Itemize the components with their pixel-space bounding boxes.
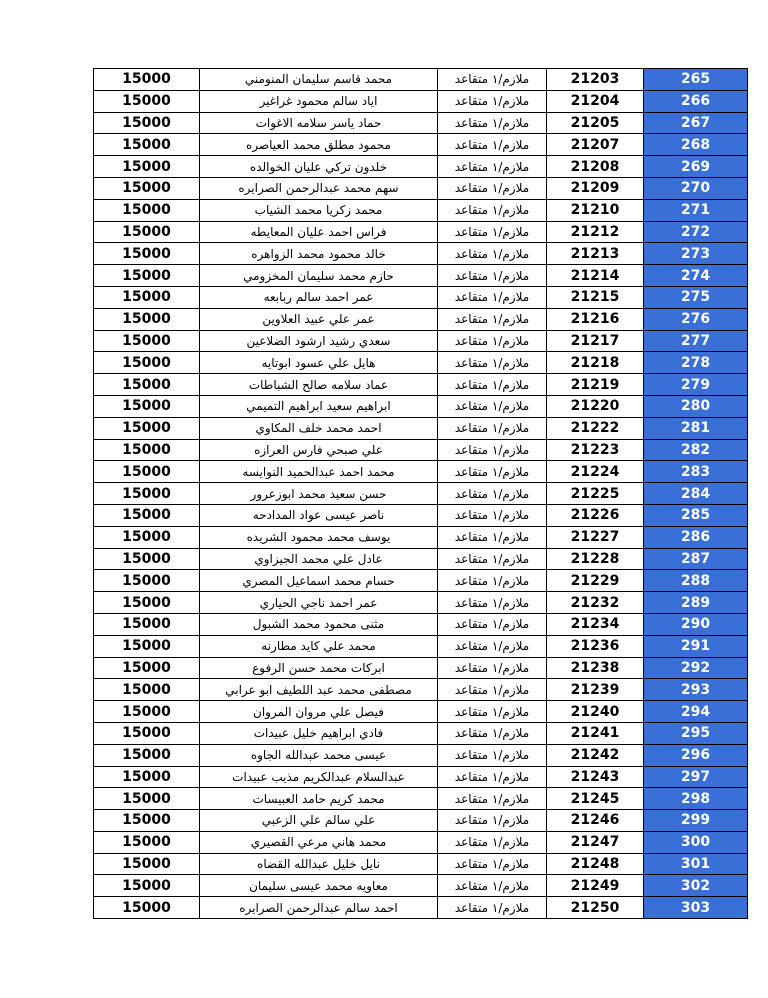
id-number-cell: 21225 (547, 483, 644, 505)
id-number-cell: 21227 (547, 526, 644, 548)
rank-cell: ملازم/١ متقاعد (438, 461, 547, 483)
amount-cell: 15000 (94, 352, 200, 374)
id-number-cell: 21249 (547, 875, 644, 897)
rank-cell: ملازم/١ متقاعد (438, 875, 547, 897)
amount-cell: 15000 (94, 439, 200, 461)
id-number-cell: 21212 (547, 221, 644, 243)
rank-cell: ملازم/١ متقاعد (438, 897, 547, 919)
amount-cell: 15000 (94, 657, 200, 679)
name-cell: يوسف محمد محمود الشريده (200, 526, 438, 548)
id-number-cell: 21243 (547, 766, 644, 788)
sequence-number-cell: 288 (644, 570, 748, 592)
table-row (94, 722, 748, 744)
table-row (94, 831, 748, 853)
amount-cell: 15000 (94, 286, 200, 308)
sequence-number-cell: 265 (644, 69, 748, 91)
rank-cell: ملازم/١ متقاعد (438, 243, 547, 265)
id-number-cell: 21218 (547, 352, 644, 374)
name-cell: عبدالسلام عبدالكريم مذيب عبيدات (200, 766, 438, 788)
sequence-number-cell: 301 (644, 853, 748, 875)
amount-cell: 15000 (94, 330, 200, 352)
name-cell: احمد سالم عبدالرحمن الصرايره (200, 897, 438, 919)
sequence-number-cell: 289 (644, 592, 748, 614)
id-number-cell: 21247 (547, 831, 644, 853)
rank-cell: ملازم/١ متقاعد (438, 744, 547, 766)
amount-cell: 15000 (94, 810, 200, 832)
sequence-number-cell: 286 (644, 526, 748, 548)
amount-cell: 15000 (94, 308, 200, 330)
name-cell: محمد احمد عبدالحميد النوايسه (200, 461, 438, 483)
id-number-cell: 21248 (547, 853, 644, 875)
rank-cell: ملازم/١ متقاعد (438, 177, 547, 199)
name-cell: هايل علي عسود ابوتايه (200, 352, 438, 374)
name-cell: عمر احمد سالم ربابعه (200, 286, 438, 308)
amount-cell: 15000 (94, 221, 200, 243)
rank-cell: ملازم/١ متقاعد (438, 374, 547, 396)
sequence-number-cell: 277 (644, 330, 748, 352)
id-number-cell: 21238 (547, 657, 644, 679)
rank-cell: ملازم/١ متقاعد (438, 635, 547, 657)
sequence-number-cell: 268 (644, 134, 748, 156)
table-row (94, 766, 748, 788)
sequence-number-cell: 303 (644, 897, 748, 919)
rank-cell: ملازم/١ متقاعد (438, 156, 547, 178)
table-row (94, 112, 748, 134)
amount-cell: 15000 (94, 199, 200, 221)
rank-cell: ملازم/١ متقاعد (438, 69, 547, 91)
rank-cell: ملازم/١ متقاعد (438, 570, 547, 592)
sequence-number-cell: 285 (644, 504, 748, 526)
amount-cell: 15000 (94, 592, 200, 614)
name-cell: محمد علي كايد مطارنه (200, 635, 438, 657)
table-row (94, 177, 748, 199)
name-cell: احمد محمد خلف المكاوي (200, 417, 438, 439)
table-row (94, 265, 748, 287)
name-cell: مثنى محمود محمد الشبول (200, 613, 438, 635)
id-number-cell: 21205 (547, 112, 644, 134)
sequence-number-cell: 267 (644, 112, 748, 134)
rank-cell: ملازم/١ متقاعد (438, 483, 547, 505)
amount-cell: 15000 (94, 788, 200, 810)
name-cell: فراس احمد عليان المعايطه (200, 221, 438, 243)
table-row (94, 875, 748, 897)
rank-cell: ملازم/١ متقاعد (438, 810, 547, 832)
table-row (94, 330, 748, 352)
rank-cell: ملازم/١ متقاعد (438, 395, 547, 417)
table-body (94, 69, 748, 919)
id-number-cell: 21226 (547, 504, 644, 526)
name-cell: خالد محمود محمد الزواهره (200, 243, 438, 265)
name-cell: سعدي رشيد ارشود الضلاعين (200, 330, 438, 352)
sequence-number-cell: 266 (644, 90, 748, 112)
amount-cell: 15000 (94, 526, 200, 548)
name-cell: ناصر عيسى عواد المدادحه (200, 504, 438, 526)
rank-cell: ملازم/١ متقاعد (438, 657, 547, 679)
sequence-number-cell: 273 (644, 243, 748, 265)
table-row (94, 286, 748, 308)
table-row (94, 483, 748, 505)
sequence-number-cell: 282 (644, 439, 748, 461)
rank-cell: ملازم/١ متقاعد (438, 504, 547, 526)
name-cell: علي صبحي فارس العرازه (200, 439, 438, 461)
sequence-number-cell: 290 (644, 613, 748, 635)
retirees-table (93, 68, 748, 919)
table-row (94, 69, 748, 91)
rank-cell: ملازم/١ متقاعد (438, 265, 547, 287)
id-number-cell: 21240 (547, 701, 644, 723)
id-number-cell: 21222 (547, 417, 644, 439)
sequence-number-cell: 276 (644, 308, 748, 330)
rank-cell: ملازم/١ متقاعد (438, 221, 547, 243)
sequence-number-cell: 297 (644, 766, 748, 788)
rank-cell: ملازم/١ متقاعد (438, 286, 547, 308)
name-cell: مصطفى محمد عبد اللطيف ابو عرابي (200, 679, 438, 701)
sequence-number-cell: 284 (644, 483, 748, 505)
name-cell: عمر احمد ناجي الحياري (200, 592, 438, 614)
rank-cell: ملازم/١ متقاعد (438, 592, 547, 614)
amount-cell: 15000 (94, 177, 200, 199)
sequence-number-cell: 271 (644, 199, 748, 221)
id-number-cell: 21232 (547, 592, 644, 614)
amount-cell: 15000 (94, 722, 200, 744)
amount-cell: 15000 (94, 897, 200, 919)
rank-cell: ملازم/١ متقاعد (438, 417, 547, 439)
id-number-cell: 21220 (547, 395, 644, 417)
id-number-cell: 21219 (547, 374, 644, 396)
amount-cell: 15000 (94, 156, 200, 178)
name-cell: حسام محمد اسماعيل المصري (200, 570, 438, 592)
rank-cell: ملازم/١ متقاعد (438, 90, 547, 112)
sequence-number-cell: 294 (644, 701, 748, 723)
sequence-number-cell: 278 (644, 352, 748, 374)
name-cell: اياد سالم محمود غراغير (200, 90, 438, 112)
id-number-cell: 21250 (547, 897, 644, 919)
name-cell: نايل خليل عبدالله القضاه (200, 853, 438, 875)
sequence-number-cell: 272 (644, 221, 748, 243)
amount-cell: 15000 (94, 265, 200, 287)
name-cell: محمد هاني مرعي القصيري (200, 831, 438, 853)
amount-cell: 15000 (94, 504, 200, 526)
rank-cell: ملازم/١ متقاعد (438, 112, 547, 134)
table-row (94, 439, 748, 461)
table-row (94, 199, 748, 221)
amount-cell: 15000 (94, 69, 200, 91)
id-number-cell: 21204 (547, 90, 644, 112)
table-row (94, 134, 748, 156)
rank-cell: ملازم/١ متقاعد (438, 352, 547, 374)
amount-cell: 15000 (94, 461, 200, 483)
id-number-cell: 21229 (547, 570, 644, 592)
sequence-number-cell: 279 (644, 374, 748, 396)
amount-cell: 15000 (94, 570, 200, 592)
sequence-number-cell: 275 (644, 286, 748, 308)
sequence-number-cell: 296 (644, 744, 748, 766)
rank-cell: ملازم/١ متقاعد (438, 853, 547, 875)
table-row (94, 374, 748, 396)
amount-cell: 15000 (94, 548, 200, 570)
sequence-number-cell: 300 (644, 831, 748, 853)
rank-cell: ملازم/١ متقاعد (438, 788, 547, 810)
amount-cell: 15000 (94, 417, 200, 439)
sequence-number-cell: 295 (644, 722, 748, 744)
amount-cell: 15000 (94, 635, 200, 657)
table-row (94, 461, 748, 483)
id-number-cell: 21223 (547, 439, 644, 461)
rank-cell: ملازم/١ متقاعد (438, 439, 547, 461)
rank-cell: ملازم/١ متقاعد (438, 766, 547, 788)
name-cell: علي سالم علي الزعبي (200, 810, 438, 832)
sequence-number-cell: 270 (644, 177, 748, 199)
table-row (94, 657, 748, 679)
rank-cell: ملازم/١ متقاعد (438, 134, 547, 156)
table-row (94, 810, 748, 832)
table-row (94, 853, 748, 875)
id-number-cell: 21215 (547, 286, 644, 308)
table-row (94, 308, 748, 330)
sequence-number-cell: 302 (644, 875, 748, 897)
id-number-cell: 21245 (547, 788, 644, 810)
sequence-number-cell: 298 (644, 788, 748, 810)
sequence-number-cell: 293 (644, 679, 748, 701)
amount-cell: 15000 (94, 766, 200, 788)
amount-cell: 15000 (94, 701, 200, 723)
amount-cell: 15000 (94, 613, 200, 635)
name-cell: حماد ياسر سلامه الاغوات (200, 112, 438, 134)
name-cell: محمد قاسم سليمان المنومني (200, 69, 438, 91)
name-cell: محمد زكريا محمد الشياب (200, 199, 438, 221)
amount-cell: 15000 (94, 679, 200, 701)
id-number-cell: 21241 (547, 722, 644, 744)
name-cell: خلدون تركي عليان الخوالده (200, 156, 438, 178)
name-cell: عادل علي محمد الجيزاوي (200, 548, 438, 570)
id-number-cell: 21234 (547, 613, 644, 635)
name-cell: حسن سعيد محمد ابوزعرور (200, 483, 438, 505)
table-row (94, 613, 748, 635)
id-number-cell: 21239 (547, 679, 644, 701)
name-cell: عمر علي عبيد العلاوين (200, 308, 438, 330)
name-cell: محمد كريم حامد العبيسات (200, 788, 438, 810)
amount-cell: 15000 (94, 90, 200, 112)
sequence-number-cell: 287 (644, 548, 748, 570)
sequence-number-cell: 281 (644, 417, 748, 439)
id-number-cell: 21203 (547, 69, 644, 91)
table-row (94, 701, 748, 723)
amount-cell: 15000 (94, 483, 200, 505)
name-cell: ابركات محمد حسن الرفوع (200, 657, 438, 679)
table-row (94, 744, 748, 766)
rank-cell: ملازم/١ متقاعد (438, 548, 547, 570)
sequence-number-cell: 292 (644, 657, 748, 679)
table-row (94, 897, 748, 919)
rank-cell: ملازم/١ متقاعد (438, 613, 547, 635)
rank-cell: ملازم/١ متقاعد (438, 199, 547, 221)
table-row (94, 90, 748, 112)
amount-cell: 15000 (94, 831, 200, 853)
id-number-cell: 21228 (547, 548, 644, 570)
table-row (94, 526, 748, 548)
rank-cell: ملازم/١ متقاعد (438, 526, 547, 548)
table-row (94, 570, 748, 592)
name-cell: معاويه محمد عيسى سليمان (200, 875, 438, 897)
name-cell: فيصل علي مروان المروان (200, 701, 438, 723)
amount-cell: 15000 (94, 243, 200, 265)
id-number-cell: 21214 (547, 265, 644, 287)
name-cell: سهم محمد عبدالرحمن الصرايره (200, 177, 438, 199)
id-number-cell: 21216 (547, 308, 644, 330)
sequence-number-cell: 274 (644, 265, 748, 287)
table-row (94, 679, 748, 701)
table-row (94, 548, 748, 570)
rank-cell: ملازم/١ متقاعد (438, 722, 547, 744)
amount-cell: 15000 (94, 875, 200, 897)
sequence-number-cell: 269 (644, 156, 748, 178)
name-cell: محمود مطلق محمد العياصره (200, 134, 438, 156)
name-cell: عماد سلامه صالح الشباطات (200, 374, 438, 396)
id-number-cell: 21207 (547, 134, 644, 156)
table-row (94, 221, 748, 243)
table-row (94, 592, 748, 614)
id-number-cell: 21224 (547, 461, 644, 483)
table-row (94, 504, 748, 526)
table-row (94, 788, 748, 810)
table-row (94, 243, 748, 265)
sequence-number-cell: 299 (644, 810, 748, 832)
sequence-number-cell: 280 (644, 395, 748, 417)
name-cell: حازم محمد سليمان المخزومي (200, 265, 438, 287)
id-number-cell: 21208 (547, 156, 644, 178)
id-number-cell: 21236 (547, 635, 644, 657)
id-number-cell: 21242 (547, 744, 644, 766)
amount-cell: 15000 (94, 112, 200, 134)
amount-cell: 15000 (94, 134, 200, 156)
sequence-number-cell: 291 (644, 635, 748, 657)
amount-cell: 15000 (94, 744, 200, 766)
id-number-cell: 21246 (547, 810, 644, 832)
table-row (94, 417, 748, 439)
sequence-number-cell: 283 (644, 461, 748, 483)
name-cell: عيسى محمد عبدالله الجاوه (200, 744, 438, 766)
rank-cell: ملازم/١ متقاعد (438, 308, 547, 330)
amount-cell: 15000 (94, 853, 200, 875)
table-row (94, 352, 748, 374)
rank-cell: ملازم/١ متقاعد (438, 679, 547, 701)
amount-cell: 15000 (94, 374, 200, 396)
id-number-cell: 21217 (547, 330, 644, 352)
name-cell: فادي ابراهيم خليل عبيدات (200, 722, 438, 744)
table-row (94, 156, 748, 178)
id-number-cell: 21209 (547, 177, 644, 199)
rank-cell: ملازم/١ متقاعد (438, 831, 547, 853)
rank-cell: ملازم/١ متقاعد (438, 701, 547, 723)
rank-cell: ملازم/١ متقاعد (438, 330, 547, 352)
table-row (94, 635, 748, 657)
amount-cell: 15000 (94, 395, 200, 417)
id-number-cell: 21210 (547, 199, 644, 221)
name-cell: ابراهيم سعيد ابراهيم التميمي (200, 395, 438, 417)
id-number-cell: 21213 (547, 243, 644, 265)
table-row (94, 395, 748, 417)
